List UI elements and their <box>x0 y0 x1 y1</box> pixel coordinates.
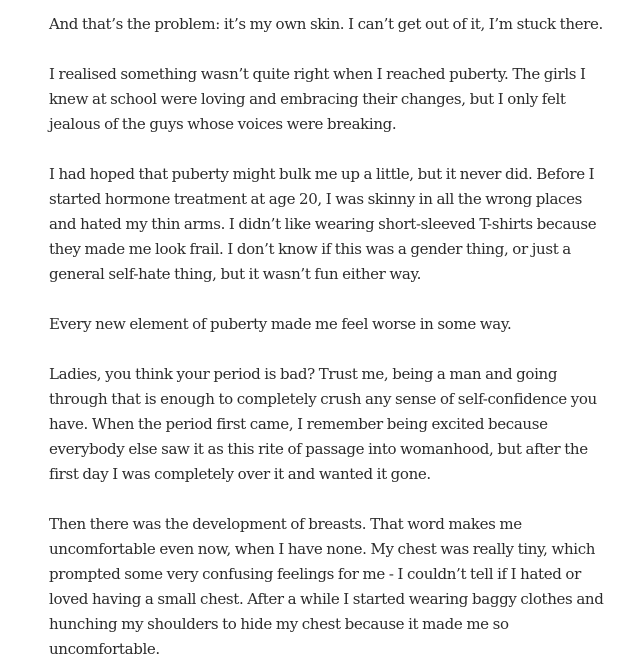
paragraph-6: Then there was the development of breasts. That word makes me uncomfortable even now, when I have none. My chest was really tiny, which prompted some very confusing feelings for me - I couldn’t tell if I hated or loved having a small chest. After a while I started wearing baggy clothes and hunching my shoulders to hide my chest because it made me so uncomfortable. <box>49 515 604 658</box>
paragraph-5: Ladies, you think your period is bad? Trust me, being a man and going through that is enough to completely crush any sense of self-confidence you have. When the period first came, I remember being excited because everybody else saw it as this rite of passage into womanhood, but after the first day I was completely over it and wanted it gone. <box>49 365 597 483</box>
paragraph-1: And that’s the problem: it’s my own skin. I can’t get out of it, I’m stuck there. <box>49 15 603 33</box>
paragraph-2: I realised something wasn’t quite right when I reached puberty. The girls I knew at school were loving and embracing their changes, but I only felt jealous of the guys whose voices were breaking. <box>49 65 586 133</box>
paragraph-3: I had hoped that puberty might bulk me up a little, but it never did. Before I started hormone treatment at age 20, I was skinny in all the wrong places and hated my thin arms. I didn’t like wearing short-sleeved T-shirts because they made me look frail. I don’t know if this was a gender thing, or just a general self-hate thing, but it wasn’t fun either way. <box>49 165 597 283</box>
paragraph-4: Every new element of puberty made me feel worse in some way. <box>49 315 512 333</box>
